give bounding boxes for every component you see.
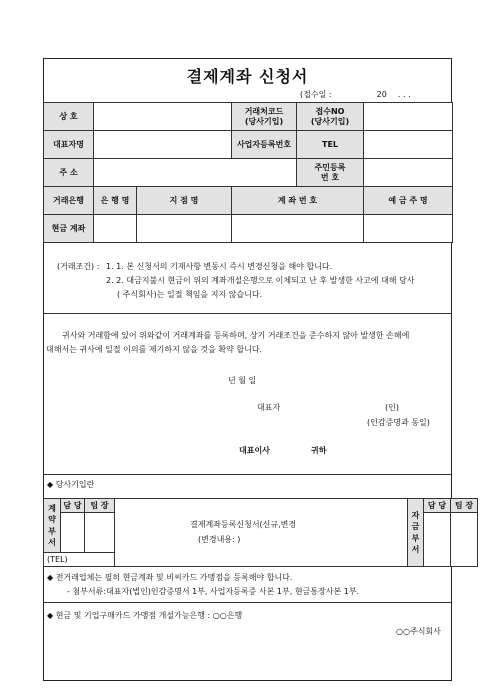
resident-no-label-1: 주민등록 bbox=[314, 162, 346, 172]
contract-dept-char: 약 bbox=[48, 515, 56, 525]
receipt-date-label: (접수일 : bbox=[300, 90, 332, 99]
address-field[interactable] bbox=[94, 159, 297, 187]
tel-label: TEL bbox=[297, 131, 364, 159]
company-name-label: 상 호 bbox=[44, 103, 94, 131]
contract-tel: (TEL) bbox=[44, 553, 115, 567]
contract-dept-label bbox=[44, 499, 61, 553]
seal-note: (인감증명과 동일) bbox=[367, 418, 430, 427]
footer-company: ○○주식회사 bbox=[396, 627, 441, 636]
account-holder-field[interactable] bbox=[364, 215, 453, 243]
account-holder-header: 예 금 주 명 bbox=[364, 187, 453, 215]
finance-staff-header: 담 당 bbox=[424, 499, 451, 513]
contract-lead-sign[interactable] bbox=[85, 513, 115, 553]
receipt-no-label-1: 접수NO bbox=[315, 106, 345, 116]
address-label: 주 소 bbox=[44, 159, 94, 187]
registration-line-2: (변경내용: ) bbox=[198, 535, 241, 544]
representative-label: 대표자명 bbox=[44, 131, 94, 159]
contract-dept-char: 서 bbox=[48, 537, 56, 547]
representative-field[interactable] bbox=[94, 131, 232, 159]
vendor-code-label bbox=[232, 103, 297, 131]
registration-line-1: 결제계좌등록신청서(신규,변경 bbox=[190, 520, 297, 530]
receipt-date bbox=[300, 89, 411, 100]
divider bbox=[43, 602, 452, 603]
finance-lead-header: 팀 장 bbox=[451, 499, 478, 513]
conditions-label: (거래조건) : bbox=[57, 262, 100, 271]
vendor-code-label-2: (당사기입) bbox=[244, 116, 284, 126]
branch-name-header: 지 점 명 bbox=[137, 187, 232, 215]
bank-name-field[interactable] bbox=[94, 215, 137, 243]
company-name-field[interactable] bbox=[94, 103, 232, 131]
note-3: ◆ 현금 및 기업구매카드 가맹점 개설가능은행 : ○○은행 bbox=[47, 611, 243, 620]
applicant-info-table bbox=[43, 102, 453, 243]
finance-lead-sign[interactable] bbox=[451, 513, 478, 567]
addressee: 대표이사 bbox=[239, 446, 270, 455]
finance-staff-sign[interactable] bbox=[424, 513, 451, 567]
pledge-line-2: 대해서는 귀사에 일절 이의를 제기하지 않을 것을 확약 합니다. bbox=[46, 345, 263, 354]
condition-2: 2. 2. 대금지불시 현금이 위의 계좌개설은행으로 이체되고 난 후 발생한 사고에 대해 당사 bbox=[106, 276, 415, 285]
resident-no-label bbox=[297, 159, 364, 187]
resident-no-label-2: 번 호 bbox=[320, 172, 340, 182]
finance-dept-char: 부 bbox=[411, 533, 420, 543]
vendor-code-label-1: 거래처코드 bbox=[244, 106, 284, 116]
seal-mark: (인) bbox=[385, 403, 399, 412]
contract-dept-char: 계 bbox=[48, 504, 56, 514]
pledge-line-1: 귀사와 거래함에 있어 위와같이 거래계좌를 등록하며, 상기 거래조건을 준수하지 않아 발생한 손해에 bbox=[62, 331, 410, 340]
receipt-no-label-2: (당사기입) bbox=[310, 116, 350, 126]
contract-staff-sign[interactable] bbox=[61, 513, 85, 553]
representative-sign-label: 대표자 bbox=[257, 403, 281, 412]
condition-2-cont: ( 주식회사)는 일절 책임을 지지 않습니다. bbox=[117, 290, 263, 299]
receipt-no-field[interactable] bbox=[364, 103, 453, 131]
divider bbox=[43, 474, 452, 475]
finance-dept-label bbox=[408, 499, 424, 567]
account-number-field[interactable] bbox=[232, 215, 364, 243]
receipt-no-label bbox=[297, 103, 364, 131]
office-use-table bbox=[43, 498, 478, 567]
account-number-header: 계 좌 번 호 bbox=[232, 187, 364, 215]
divider bbox=[43, 313, 452, 314]
contract-lead-header: 팀 장 bbox=[85, 499, 115, 513]
business-reg-label: 사업자등록번호 bbox=[232, 131, 297, 159]
signature-date: 년 월 일 bbox=[228, 376, 257, 385]
receipt-date-year: 20 bbox=[376, 90, 387, 99]
branch-name-field[interactable] bbox=[137, 215, 232, 243]
note-2: - 첨부서류:대표자(법인)인감증명서 1부, 사업자등록증 사본 1부, 현금통장사본 1부. bbox=[67, 587, 360, 596]
bank-name-header: 은 행 명 bbox=[94, 187, 137, 215]
contract-staff-header: 담 당 bbox=[61, 499, 85, 513]
condition-1: 1. 1. 본 신청서의 기재사항 변동시 즉시 변경신청을 해야 합니다. bbox=[106, 262, 333, 271]
receipt-date-dots: . . . bbox=[397, 90, 411, 99]
note-1: ◆ 전거래업체는 필히 현금계좌 및 비씨카드 가맹점을 등록해야 합니다. bbox=[47, 573, 293, 582]
tel-field[interactable] bbox=[364, 131, 453, 159]
finance-dept-char: 금 bbox=[411, 522, 420, 532]
honorific: 귀하 bbox=[311, 446, 327, 455]
registration-box bbox=[115, 499, 408, 567]
resident-no-field[interactable] bbox=[364, 159, 453, 187]
bank-label: 거래은행 bbox=[44, 187, 94, 215]
office-section-label: ◆ 당사기입란 bbox=[47, 480, 95, 489]
cash-account-label: 현금 계좌 bbox=[44, 215, 94, 243]
contract-dept-char: 부 bbox=[48, 526, 56, 536]
finance-dept-char: 자 bbox=[411, 511, 420, 521]
form-title: 결제계좌 신청서 bbox=[186, 67, 309, 86]
finance-dept-char: 서 bbox=[411, 544, 420, 554]
